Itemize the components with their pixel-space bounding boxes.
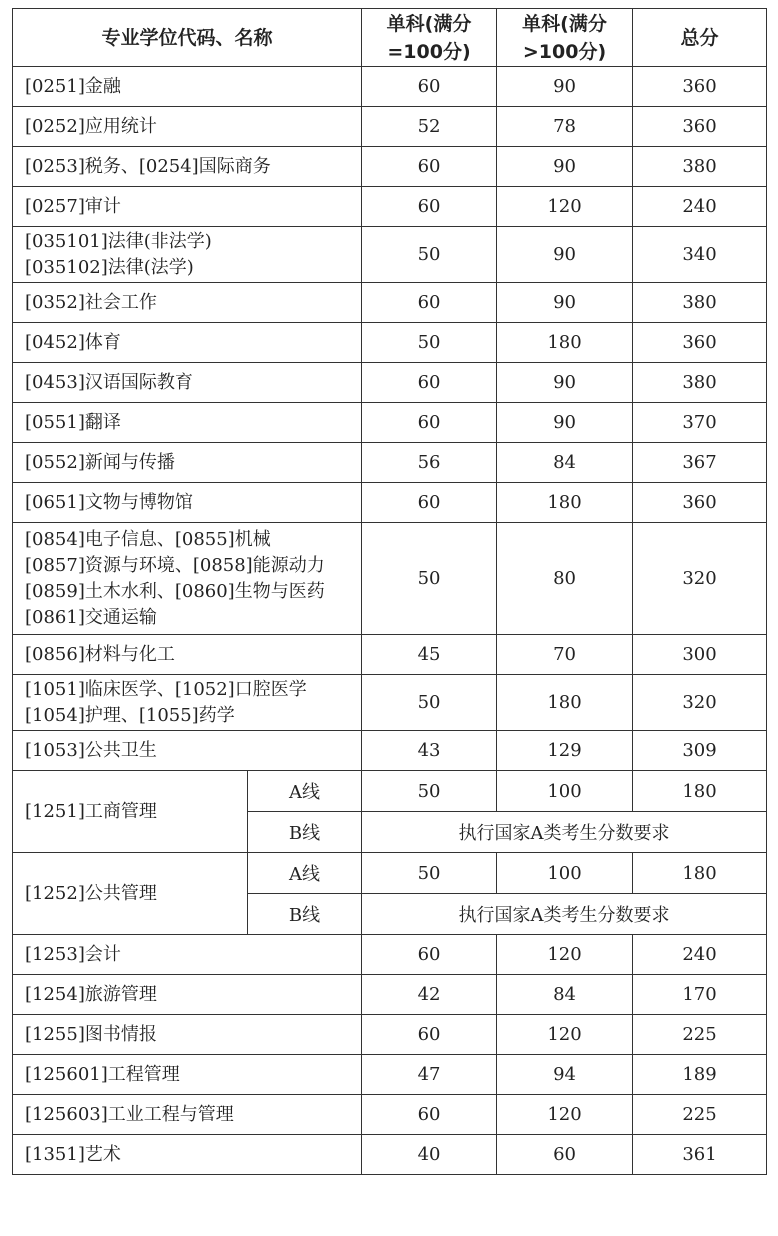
table-row-line-a <box>13 771 767 812</box>
major-name-line: [0859]土木水利、[0860]生物与医药 <box>25 580 325 602</box>
single-100-score-cell: 60 <box>362 935 497 975</box>
table-row <box>13 187 767 227</box>
single-gt100-score-cell: 78 <box>497 107 633 147</box>
major-name-line: [0253]税务、[0254]国际商务 <box>25 155 271 177</box>
major-name-cell <box>13 853 248 935</box>
table-header <box>13 9 767 67</box>
table-row <box>13 1055 767 1095</box>
single-gt100-score-cell: 100 <box>497 853 633 894</box>
single-100-score-cell: 60 <box>362 403 497 443</box>
major-name-line: [0452]体育 <box>25 331 121 353</box>
major-name-line: [0857]资源与环境、[0858]能源动力 <box>25 554 325 576</box>
total-score-cell: 180 <box>633 771 767 812</box>
single-100-score-cell: 47 <box>362 1055 497 1095</box>
major-name-cell <box>13 363 362 403</box>
single-100-score-cell: 60 <box>362 363 497 403</box>
single-gt100-score-cell: 100 <box>497 771 633 812</box>
header-single-100 <box>362 9 497 67</box>
table-row <box>13 363 767 403</box>
major-name-cell <box>13 483 362 523</box>
single-100-score-cell: 50 <box>362 227 497 283</box>
table-row <box>13 635 767 675</box>
single-100-score-cell: 50 <box>362 523 497 635</box>
major-name-cell <box>13 187 362 227</box>
major-name-cell <box>13 283 362 323</box>
single-100-score-cell: 52 <box>362 107 497 147</box>
major-name-line: [1251]工商管理 <box>25 800 157 822</box>
single-100-score-cell: 43 <box>362 731 497 771</box>
single-gt100-score-cell: 70 <box>497 635 633 675</box>
single-gt100-score-cell: 120 <box>497 1095 633 1135</box>
major-name-cell <box>13 403 362 443</box>
table-row <box>13 227 767 283</box>
total-score-cell: 320 <box>633 675 767 731</box>
single-100-score-cell: 60 <box>362 67 497 107</box>
major-name-line: [1252]公共管理 <box>25 882 157 904</box>
single-100-score-cell: 50 <box>362 771 497 812</box>
major-name-cell <box>13 675 362 731</box>
header-row <box>13 9 767 67</box>
major-name-cell <box>13 1055 362 1095</box>
total-score-cell: 360 <box>633 323 767 363</box>
single-100-score-cell: 50 <box>362 675 497 731</box>
total-score-cell: 367 <box>633 443 767 483</box>
table-row <box>13 147 767 187</box>
line-a-label: A线 <box>248 771 362 812</box>
major-name-line: [1051]临床医学、[1052]口腔医学 <box>25 678 307 700</box>
single-100-score-cell: 42 <box>362 975 497 1015</box>
score-table <box>12 8 767 1175</box>
total-score-cell: 361 <box>633 1135 767 1175</box>
single-gt100-score-cell: 84 <box>497 443 633 483</box>
total-score-cell: 225 <box>633 1095 767 1135</box>
total-score-cell: 380 <box>633 283 767 323</box>
total-score-cell: 309 <box>633 731 767 771</box>
total-score-cell: 360 <box>633 107 767 147</box>
major-name-line: [125603]工业工程与管理 <box>25 1103 234 1125</box>
major-name-line: [0453]汉语国际教育 <box>25 371 193 393</box>
major-name-line: [0251]金融 <box>25 75 121 97</box>
total-score-cell: 320 <box>633 523 767 635</box>
major-name-cell <box>13 1135 362 1175</box>
major-name-line: [0551]翻译 <box>25 411 121 433</box>
single-gt100-score-cell: 180 <box>497 483 633 523</box>
line-b-label: B线 <box>248 812 362 853</box>
single-gt100-score-cell: 90 <box>497 227 633 283</box>
table-body <box>13 67 767 1175</box>
single-100-score-cell: 50 <box>362 853 497 894</box>
major-name-line: [035101]法律(非法学) <box>25 230 212 252</box>
major-name-line: [035102]法律(法学) <box>25 256 194 278</box>
total-score-cell: 370 <box>633 403 767 443</box>
table-row <box>13 1095 767 1135</box>
single-gt100-score-cell: 84 <box>497 975 633 1015</box>
major-name-line: [1351]艺术 <box>25 1143 121 1165</box>
single-gt100-score-cell: 120 <box>497 1015 633 1055</box>
table-row <box>13 975 767 1015</box>
single-gt100-score-cell: 90 <box>497 147 633 187</box>
table-row <box>13 1015 767 1055</box>
major-name-line: [1255]图书情报 <box>25 1023 157 1045</box>
single-gt100-score-cell: 80 <box>497 523 633 635</box>
major-name-line: [1253]会计 <box>25 943 121 965</box>
total-score-cell: 240 <box>633 935 767 975</box>
header-single-100-line1: 单科(满分 <box>386 12 472 35</box>
total-score-cell: 240 <box>633 187 767 227</box>
header-major: 专业学位代码、名称 <box>13 9 362 67</box>
single-100-score-cell: 45 <box>362 635 497 675</box>
total-score-cell: 225 <box>633 1015 767 1055</box>
total-score-cell: 380 <box>633 147 767 187</box>
major-name-line: [125601]工程管理 <box>25 1063 180 1085</box>
line-a-label: A线 <box>248 853 362 894</box>
major-name-cell <box>13 771 248 853</box>
table-row <box>13 323 767 363</box>
single-gt100-score-cell: 180 <box>497 323 633 363</box>
major-name-line: [0352]社会工作 <box>25 291 157 313</box>
header-single-gt100-line2: >100分) <box>522 40 607 63</box>
single-gt100-score-cell: 120 <box>497 187 633 227</box>
major-name-line: [0651]文物与博物馆 <box>25 491 193 513</box>
major-name-cell <box>13 227 362 283</box>
single-100-score-cell: 60 <box>362 1095 497 1135</box>
table-row <box>13 731 767 771</box>
header-single-gt100-line1: 单科(满分 <box>522 12 607 35</box>
table-row <box>13 67 767 107</box>
major-name-cell <box>13 443 362 483</box>
single-gt100-score-cell: 180 <box>497 675 633 731</box>
single-gt100-score-cell: 94 <box>497 1055 633 1095</box>
major-name-cell <box>13 975 362 1015</box>
total-score-cell: 300 <box>633 635 767 675</box>
major-name-line: [1054]护理、[1055]药学 <box>25 704 235 726</box>
single-gt100-score-cell: 120 <box>497 935 633 975</box>
major-name-line: [1254]旅游管理 <box>25 983 157 1005</box>
major-name-cell <box>13 731 362 771</box>
major-name-line: [0252]应用统计 <box>25 115 157 137</box>
major-name-cell <box>13 147 362 187</box>
table-row <box>13 935 767 975</box>
major-name-cell <box>13 635 362 675</box>
table-row <box>13 483 767 523</box>
single-gt100-score-cell: 60 <box>497 1135 633 1175</box>
single-gt100-score-cell: 90 <box>497 403 633 443</box>
header-single-gt100 <box>497 9 633 67</box>
major-name-line: [0856]材料与化工 <box>25 643 175 665</box>
single-100-score-cell: 60 <box>362 483 497 523</box>
single-gt100-score-cell: 90 <box>497 363 633 403</box>
major-name-cell <box>13 935 362 975</box>
single-100-score-cell: 40 <box>362 1135 497 1175</box>
single-100-score-cell: 60 <box>362 187 497 227</box>
total-score-cell: 189 <box>633 1055 767 1095</box>
score-table-container <box>12 8 767 1175</box>
major-name-line: [0552]新闻与传播 <box>25 451 175 473</box>
table-row <box>13 523 767 635</box>
table-row <box>13 107 767 147</box>
single-100-score-cell: 60 <box>362 1015 497 1055</box>
line-b-requirement: 执行国家A类考生分数要求 <box>362 812 767 853</box>
major-name-line: [0861]交通运输 <box>25 606 157 628</box>
major-name-cell <box>13 107 362 147</box>
major-name-cell <box>13 1015 362 1055</box>
major-name-line: [1053]公共卫生 <box>25 739 157 761</box>
total-score-cell: 360 <box>633 67 767 107</box>
table-row <box>13 443 767 483</box>
total-score-cell: 380 <box>633 363 767 403</box>
major-name-cell <box>13 67 362 107</box>
table-row <box>13 403 767 443</box>
single-100-score-cell: 60 <box>362 283 497 323</box>
table-row-line-a <box>13 853 767 894</box>
single-gt100-score-cell: 90 <box>497 283 633 323</box>
header-total: 总分 <box>633 9 767 67</box>
total-score-cell: 170 <box>633 975 767 1015</box>
header-single-100-line2: =100分) <box>387 40 471 63</box>
major-name-line: [0854]电子信息、[0855]机械 <box>25 528 271 550</box>
table-row <box>13 1135 767 1175</box>
table-row <box>13 283 767 323</box>
total-score-cell: 340 <box>633 227 767 283</box>
single-gt100-score-cell: 90 <box>497 67 633 107</box>
single-100-score-cell: 56 <box>362 443 497 483</box>
line-b-requirement: 执行国家A类考生分数要求 <box>362 894 767 935</box>
single-gt100-score-cell: 129 <box>497 731 633 771</box>
major-name-cell <box>13 1095 362 1135</box>
major-name-line: [0257]审计 <box>25 195 121 217</box>
single-100-score-cell: 60 <box>362 147 497 187</box>
total-score-cell: 360 <box>633 483 767 523</box>
table-row <box>13 675 767 731</box>
major-name-cell <box>13 523 362 635</box>
total-score-cell: 180 <box>633 853 767 894</box>
single-100-score-cell: 50 <box>362 323 497 363</box>
major-name-cell <box>13 323 362 363</box>
line-b-label: B线 <box>248 894 362 935</box>
